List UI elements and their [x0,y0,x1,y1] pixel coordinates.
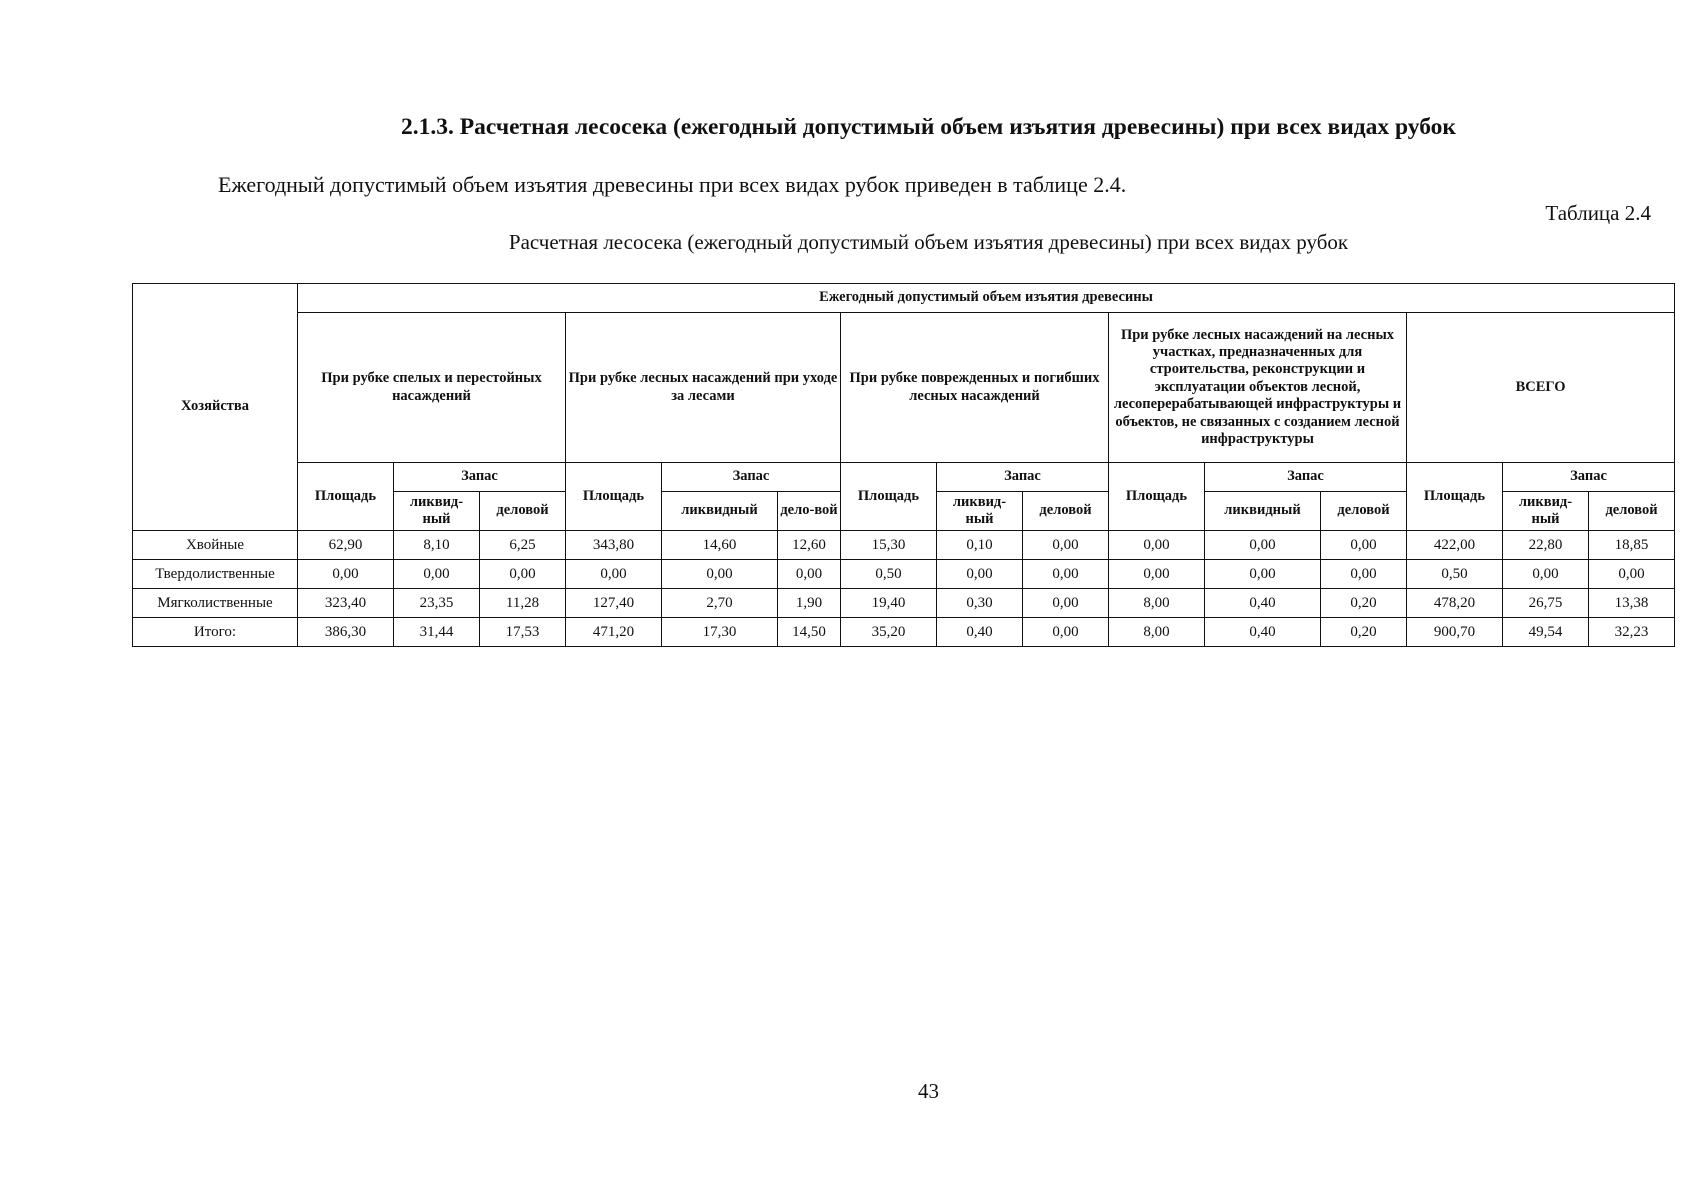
header-commercial: деловой [1589,492,1675,531]
table-cell: 12,60 [778,531,841,560]
header-area: Площадь [298,463,394,531]
table-cell: 422,00 [1407,531,1503,560]
table-cell: 0,50 [841,560,937,589]
table-cell: 35,20 [841,618,937,647]
table-cell: 8,00 [1109,618,1205,647]
header-group-damaged: При рубке поврежденных и погибших лесных насаждений [841,313,1109,463]
header-liquid: ликвид-ный [937,492,1023,531]
header-area: Площадь [1407,463,1503,531]
table-cell: 0,00 [778,560,841,589]
table-cell: 1,90 [778,589,841,618]
header-stock: Запас [394,463,566,492]
table-row [133,618,1675,647]
header-stock: Запас [1205,463,1407,492]
row-label: Мягколиственные [133,589,298,618]
table-cell: 18,85 [1589,531,1675,560]
header-liquid: ликвидный [1205,492,1321,531]
row-label: Хвойные [133,531,298,560]
table-cell: 11,28 [480,589,566,618]
header-commercial: деловой [1023,492,1109,531]
header-group-total: ВСЕГО [1407,313,1675,463]
table-cell: 0,00 [566,560,662,589]
table-cell: 0,50 [1407,560,1503,589]
table-caption: Расчетная лесосека (ежегодный допустимый объем изъятия древесины) при всех видах рубок [508,230,1349,254]
table-cell: 0,00 [1109,531,1205,560]
table-cell: 2,70 [662,589,778,618]
table-cell: 0,20 [1321,618,1407,647]
table-cell: 49,54 [1503,618,1589,647]
table-cell: 0,00 [1023,560,1109,589]
header-group-infrastructure: При рубке лесных насаждений на лесных участках, предназначенных для строительства, реконструкции и эксплуатации объектов лесной, лесоперерабатывающей инфраструктуры и объектов, не связанных с созданием лесной инфраструктуры [1109,313,1407,463]
table-cell: 23,35 [394,589,480,618]
header-commercial: дело-вой [778,492,841,531]
table-cell: 0,10 [937,531,1023,560]
table-cell: 8,10 [394,531,480,560]
header-stock: Запас [1503,463,1675,492]
table-cell: 31,44 [394,618,480,647]
table-cell: 22,80 [1503,531,1589,560]
table-cell: 62,90 [298,531,394,560]
intro-paragraph: Ежегодный допустимый объем изъятия древесины при всех видах рубок приведен в таблице 2.4. [218,172,1127,197]
table-cell: 0,00 [1023,531,1109,560]
header-stock: Запас [937,463,1109,492]
table-row [133,531,1675,560]
table-cell: 13,38 [1589,589,1675,618]
table-cell: 14,60 [662,531,778,560]
header-group-thinning: При рубке лесных насаждений при уходе за лесами [566,313,841,463]
table-cell: 0,00 [1589,560,1675,589]
table-cell: 17,53 [480,618,566,647]
table-cell: 0,00 [1205,560,1321,589]
table-cell: 900,70 [1407,618,1503,647]
table-cell: 0,00 [1503,560,1589,589]
table-cell: 323,40 [298,589,394,618]
header-group-mature: При рубке спелых и перестойных насаждений [298,313,566,463]
table-cell: 386,30 [298,618,394,647]
header-area: Площадь [1109,463,1205,531]
header-liquid: ликвид-ный [394,492,480,531]
table-cell: 0,40 [937,618,1023,647]
table-cell: 0,00 [1321,560,1407,589]
table-cell: 343,80 [566,531,662,560]
header-commercial: деловой [1321,492,1407,531]
table-cell: 0,00 [1205,531,1321,560]
section-heading: 2.1.3. Расчетная лесосека (ежегодный допустимый объем изъятия древесины) при всех видах рубок [401,114,1456,140]
table-row [133,560,1675,589]
table-cell: 127,40 [566,589,662,618]
table-cell: 0,00 [1023,618,1109,647]
header-area: Площадь [841,463,937,531]
table-cell: 0,00 [662,560,778,589]
table-cell: 0,20 [1321,589,1407,618]
table-cell: 0,00 [480,560,566,589]
row-label: Итого: [133,618,298,647]
table-cell: 0,30 [937,589,1023,618]
row-label: Твердолиственные [133,560,298,589]
header-liquid: ликвид-ный [1503,492,1589,531]
table-cell: 0,00 [1023,589,1109,618]
header-area: Площадь [566,463,662,531]
table-cell: 478,20 [1407,589,1503,618]
table-cell: 0,00 [298,560,394,589]
table-cell: 14,50 [778,618,841,647]
table-cell: 15,30 [841,531,937,560]
harvest-table [132,283,1675,647]
table-cell: 19,40 [841,589,937,618]
table-cell: 0,40 [1205,618,1321,647]
header-liquid: ликвидный [662,492,778,531]
table-cell: 0,00 [1109,560,1205,589]
header-row-groups [133,313,1675,463]
header-commercial: деловой [480,492,566,531]
header-annual-volume: Ежегодный допустимый объем изъятия древесины [298,284,1675,313]
header-farms: Хозяйства [133,284,298,531]
header-stock: Запас [662,463,841,492]
table-cell: 26,75 [1503,589,1589,618]
table-row [133,589,1675,618]
header-row-stock [133,463,1675,492]
table-cell: 471,20 [566,618,662,647]
table-cell: 0,00 [1321,531,1407,560]
table-cell: 32,23 [1589,618,1675,647]
page-number: 43 [918,1079,939,1103]
table-cell: 0,00 [937,560,1023,589]
table-number: Таблица 2.4 [1545,201,1651,225]
table-cell: 8,00 [1109,589,1205,618]
table-cell: 17,30 [662,618,778,647]
table-cell: 6,25 [480,531,566,560]
header-row-top [133,284,1675,313]
table-cell: 0,40 [1205,589,1321,618]
table-cell: 0,00 [394,560,480,589]
